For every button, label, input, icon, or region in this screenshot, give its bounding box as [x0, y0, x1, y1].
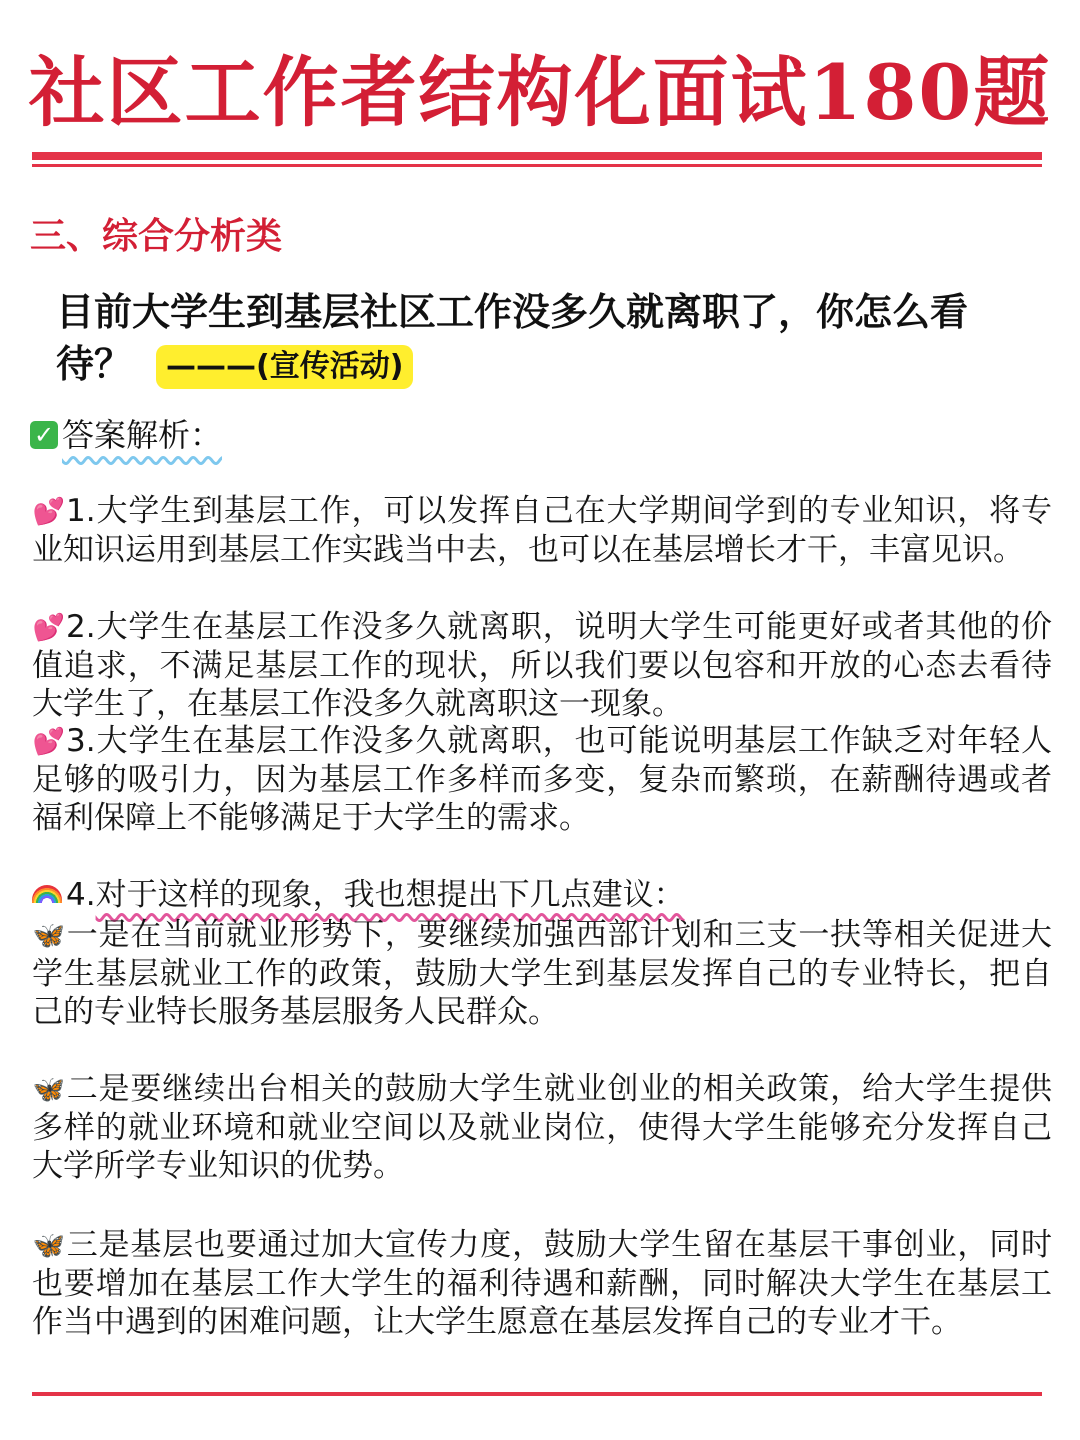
sparkling-hearts-icon: 💕	[32, 497, 66, 527]
sparkling-hearts-icon: 💕	[32, 727, 66, 757]
rainbow-icon	[32, 885, 62, 903]
top-divider	[32, 152, 1042, 167]
question-text: 目前大学生到基层社区工作没多久就离职了，你怎么看待？	[56, 290, 969, 386]
butterfly-icon: 🦋	[32, 1231, 66, 1261]
answer-heading-label: 答案解析：	[62, 416, 223, 454]
suggestion-2-text: 二是要继续出台相关的鼓励大学生就业创业的相关政策，给大学生提供多样的就业环境和就业空间以及就业岗位，使得大学生能够充分发挥自己大学所学专业知识的优势。	[32, 1071, 1052, 1184]
question-tag: ———(宣传活动)	[156, 345, 413, 389]
suggestion-3	[32, 1226, 1052, 1341]
point-1-text: 1.大学生到基层工作，可以发挥自己在大学期间学到的专业知识，将专业知识运用到基层工作实践当中去，也可以在基层增长才干，丰富见识。	[32, 493, 1052, 568]
point-4-number: 4.	[66, 877, 96, 913]
point-2	[32, 608, 1052, 723]
point-3-text: 3.大学生在基层工作没多久就离职，也可能说明基层工作缺乏对年轻人足够的吸引力，因为基层工作多样而多变，复杂而繁琐，在薪酬待遇或者福利保障上不能够满足于大学生的需求。	[32, 723, 1052, 836]
point-1	[32, 492, 1052, 569]
suggestion-3-text: 三是基层也要通过加大宣传力度，鼓励大学生留在基层干事创业，同时也要增加在基层工作大学生的福利待遇和薪酬，同时解决大学生在基层工作当中遇到的困难问题，让大学生愿意在基层发挥自己的专业才干。	[32, 1227, 1052, 1340]
sparkling-hearts-icon: 💕	[32, 613, 66, 643]
bottom-divider	[32, 1392, 1042, 1396]
question	[56, 286, 1016, 390]
point-4-heading-text: 对于这样的现象，我也想提出下几点建议：	[95, 877, 685, 913]
suggestion-1	[32, 916, 1052, 1031]
page-title: 社区工作者结构化面试180题	[28, 48, 1052, 137]
section-heading: 三、综合分析类	[30, 216, 283, 257]
suggestion-2	[32, 1070, 1052, 1185]
butterfly-icon: 🦋	[32, 921, 66, 951]
answer-heading	[30, 412, 222, 458]
check-mark-icon: ✓	[30, 421, 58, 449]
point-4-heading	[32, 876, 1052, 914]
suggestion-1-text: 一是在当前就业形势下，要继续加强西部计划和三支一扶等相关促进大学生基层就业工作的政策，鼓励大学生到基层发挥自己的专业特长，把自己的专业特长服务基层服务人民群众。	[32, 917, 1052, 1030]
point-2-text: 2.大学生在基层工作没多久就离职，说明大学生可能更好或者其他的价值追求，不满足基层工作的现状，所以我们要以包容和开放的心态去看待大学生了，在基层工作没多久就离职这一现象。	[32, 609, 1052, 722]
point-3	[32, 722, 1052, 837]
butterfly-icon: 🦋	[32, 1075, 66, 1105]
